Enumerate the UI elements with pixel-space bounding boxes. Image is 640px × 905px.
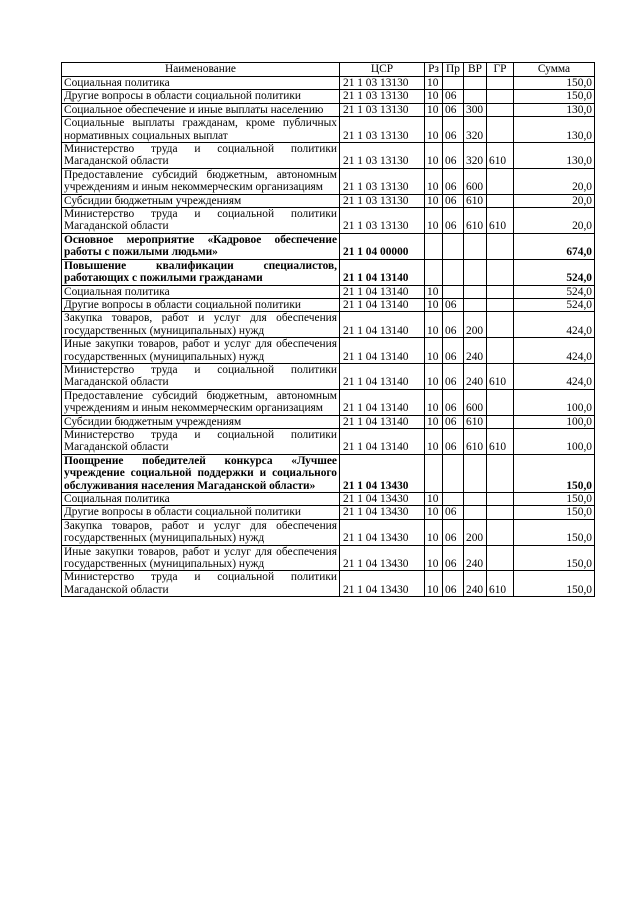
cell-sum: 524,0: [514, 298, 595, 311]
cell-pr: [443, 77, 464, 90]
cell-rz: [425, 233, 443, 259]
cell-rz: 10: [425, 143, 443, 169]
header-vr: ВР: [464, 63, 487, 77]
cell-pr: [443, 493, 464, 506]
cell-name: Социальная политика: [62, 285, 340, 298]
cell-rz: 10: [425, 90, 443, 103]
cell-name: Министерство труда и социальной политики Магаданской области: [62, 363, 340, 389]
table-row: [62, 506, 595, 519]
table-row: [62, 519, 595, 545]
cell-rz: 10: [425, 415, 443, 428]
cell-name: Другие вопросы в области социальной политики: [62, 90, 340, 103]
table-row: [62, 415, 595, 428]
cell-csr: 21 1 04 13140: [340, 312, 425, 338]
cell-rz: 10: [425, 77, 443, 90]
header-gr: ГР: [487, 63, 514, 77]
cell-sum: 150,0: [514, 571, 595, 597]
header-csr: ЦСР: [340, 63, 425, 77]
cell-name: Социальная политика: [62, 493, 340, 506]
cell-csr: 21 1 04 13140: [340, 428, 425, 454]
cell-name: Другие вопросы в области социальной политики: [62, 298, 340, 311]
cell-vr: [464, 454, 487, 492]
cell-sum: 150,0: [514, 545, 595, 571]
cell-csr: 21 1 04 13140: [340, 415, 425, 428]
cell-gr: [487, 90, 514, 103]
cell-rz: 10: [425, 117, 443, 143]
cell-gr: 610: [487, 571, 514, 597]
cell-gr: [487, 77, 514, 90]
table-row: [62, 493, 595, 506]
header-sum: Сумма: [514, 63, 595, 77]
cell-sum: 20,0: [514, 208, 595, 234]
table-row: [62, 117, 595, 143]
cell-csr: 21 1 04 13140: [340, 298, 425, 311]
cell-gr: [487, 415, 514, 428]
cell-pr: 06: [443, 389, 464, 415]
table-row: [62, 454, 595, 492]
table-row: [62, 208, 595, 234]
cell-rz: [425, 259, 443, 285]
cell-rz: 10: [425, 545, 443, 571]
cell-csr: 21 1 03 13130: [340, 117, 425, 143]
cell-pr: [443, 259, 464, 285]
cell-name: Министерство труда и социальной политики Магаданской области: [62, 428, 340, 454]
cell-pr: 06: [443, 208, 464, 234]
cell-csr: 21 1 03 13130: [340, 194, 425, 207]
cell-pr: 06: [443, 363, 464, 389]
cell-name: Закупка товаров, работ и услуг для обеспечения государственных (муниципальных) нужд: [62, 519, 340, 545]
cell-csr: 21 1 04 13140: [340, 285, 425, 298]
cell-rz: 10: [425, 571, 443, 597]
table-row: [62, 338, 595, 364]
cell-pr: 06: [443, 506, 464, 519]
cell-rz: 10: [425, 493, 443, 506]
cell-rz: 10: [425, 194, 443, 207]
cell-name: Субсидии бюджетным учреждениям: [62, 194, 340, 207]
cell-sum: 524,0: [514, 259, 595, 285]
cell-pr: 06: [443, 312, 464, 338]
cell-gr: [487, 519, 514, 545]
cell-vr: 610: [464, 208, 487, 234]
cell-rz: 10: [425, 363, 443, 389]
cell-gr: [487, 545, 514, 571]
cell-vr: 320: [464, 117, 487, 143]
cell-pr: 06: [443, 103, 464, 116]
cell-name: Субсидии бюджетным учреждениям: [62, 415, 340, 428]
cell-name: Предоставление субсидий бюджетным, автономным учреждениям и иным некоммерческим организациям: [62, 168, 340, 194]
cell-gr: [487, 233, 514, 259]
cell-rz: 10: [425, 389, 443, 415]
cell-sum: 424,0: [514, 312, 595, 338]
cell-sum: 20,0: [514, 168, 595, 194]
table-row: [62, 545, 595, 571]
cell-vr: [464, 298, 487, 311]
cell-sum: 674,0: [514, 233, 595, 259]
cell-csr: 21 1 03 13130: [340, 90, 425, 103]
cell-sum: 150,0: [514, 90, 595, 103]
table-row: [62, 285, 595, 298]
cell-csr: 21 1 04 13430: [340, 506, 425, 519]
table-row: [62, 90, 595, 103]
cell-vr: [464, 506, 487, 519]
cell-gr: [487, 338, 514, 364]
cell-gr: [487, 454, 514, 492]
cell-rz: 10: [425, 338, 443, 364]
cell-gr: 610: [487, 428, 514, 454]
cell-vr: 600: [464, 168, 487, 194]
cell-rz: 10: [425, 103, 443, 116]
cell-sum: 424,0: [514, 338, 595, 364]
cell-rz: 10: [425, 168, 443, 194]
cell-vr: 240: [464, 571, 487, 597]
cell-pr: [443, 233, 464, 259]
cell-pr: 06: [443, 90, 464, 103]
cell-sum: 20,0: [514, 194, 595, 207]
cell-gr: [487, 493, 514, 506]
cell-csr: 21 1 03 13130: [340, 208, 425, 234]
cell-rz: 10: [425, 312, 443, 338]
table-row: [62, 143, 595, 169]
document-page: [61, 62, 594, 597]
header-name: Наименование: [62, 63, 340, 77]
cell-gr: [487, 103, 514, 116]
cell-name: Министерство труда и социальной политики Магаданской области: [62, 143, 340, 169]
cell-pr: 06: [443, 117, 464, 143]
cell-sum: 150,0: [514, 77, 595, 90]
cell-pr: 06: [443, 338, 464, 364]
cell-gr: [487, 389, 514, 415]
cell-vr: [464, 90, 487, 103]
cell-rz: 10: [425, 519, 443, 545]
cell-csr: 21 1 03 13130: [340, 168, 425, 194]
table-row: [62, 194, 595, 207]
cell-csr: 21 1 04 13430: [340, 454, 425, 492]
cell-name: Закупка товаров, работ и услуг для обеспечения государственных (муниципальных) нужд: [62, 312, 340, 338]
cell-name: Предоставление субсидий бюджетным, автономным учреждениям и иным некоммерческим организациям: [62, 389, 340, 415]
table-row: [62, 233, 595, 259]
table-row: [62, 103, 595, 116]
cell-csr: 21 1 04 13140: [340, 259, 425, 285]
cell-vr: [464, 285, 487, 298]
cell-name: Другие вопросы в области социальной политики: [62, 506, 340, 519]
cell-csr: 21 1 04 13430: [340, 493, 425, 506]
table-header-row: [62, 63, 595, 77]
cell-vr: 610: [464, 194, 487, 207]
cell-csr: 21 1 03 13130: [340, 77, 425, 90]
cell-csr: 21 1 04 13430: [340, 571, 425, 597]
cell-sum: 424,0: [514, 363, 595, 389]
cell-gr: 610: [487, 208, 514, 234]
cell-gr: [487, 312, 514, 338]
cell-csr: 21 1 03 13130: [340, 143, 425, 169]
cell-sum: 524,0: [514, 285, 595, 298]
table-row: [62, 298, 595, 311]
cell-rz: 10: [425, 428, 443, 454]
cell-csr: 21 1 04 00000: [340, 233, 425, 259]
cell-pr: 06: [443, 519, 464, 545]
cell-rz: 10: [425, 506, 443, 519]
cell-sum: 150,0: [514, 519, 595, 545]
cell-vr: 300: [464, 103, 487, 116]
cell-gr: [487, 298, 514, 311]
table-row: [62, 259, 595, 285]
cell-name: Социальные выплаты гражданам, кроме публичных нормативных социальных выплат: [62, 117, 340, 143]
cell-vr: [464, 493, 487, 506]
cell-vr: 600: [464, 389, 487, 415]
cell-rz: 10: [425, 298, 443, 311]
cell-sum: 130,0: [514, 143, 595, 169]
budget-table: [61, 62, 595, 597]
cell-pr: 06: [443, 143, 464, 169]
cell-sum: 130,0: [514, 117, 595, 143]
cell-csr: 21 1 04 13430: [340, 545, 425, 571]
cell-pr: 06: [443, 194, 464, 207]
cell-vr: [464, 233, 487, 259]
cell-pr: 06: [443, 571, 464, 597]
cell-gr: [487, 194, 514, 207]
cell-rz: [425, 454, 443, 492]
cell-vr: 200: [464, 312, 487, 338]
cell-name: Иные закупки товаров, работ и услуг для обеспечения государственных (муниципальных) нужд: [62, 545, 340, 571]
cell-rz: 10: [425, 208, 443, 234]
table-row: [62, 428, 595, 454]
cell-vr: 610: [464, 428, 487, 454]
cell-name: Министерство труда и социальной политики Магаданской области: [62, 571, 340, 597]
cell-pr: [443, 285, 464, 298]
table-row: [62, 168, 595, 194]
cell-sum: 130,0: [514, 103, 595, 116]
cell-vr: [464, 259, 487, 285]
cell-vr: 240: [464, 545, 487, 571]
table-row: [62, 389, 595, 415]
cell-sum: 100,0: [514, 389, 595, 415]
cell-pr: 06: [443, 298, 464, 311]
cell-gr: 610: [487, 363, 514, 389]
cell-name: Поощрение победителей конкурса «Лучшее учреждение социальной поддержки и социального обслуживания населения Магаданской области»: [62, 454, 340, 492]
table-row: [62, 77, 595, 90]
cell-sum: 150,0: [514, 493, 595, 506]
cell-pr: 06: [443, 415, 464, 428]
header-rz: Рз: [425, 63, 443, 77]
cell-sum: 150,0: [514, 454, 595, 492]
cell-sum: 100,0: [514, 428, 595, 454]
cell-vr: 240: [464, 338, 487, 364]
cell-vr: 320: [464, 143, 487, 169]
cell-name: Повышение квалификации специалистов, работающих с пожилыми гражданами: [62, 259, 340, 285]
cell-name: Социальное обеспечение и иные выплаты населению: [62, 103, 340, 116]
cell-pr: 06: [443, 545, 464, 571]
table-row: [62, 363, 595, 389]
cell-rz: 10: [425, 285, 443, 298]
cell-gr: [487, 285, 514, 298]
table-body: [62, 77, 595, 597]
cell-sum: 100,0: [514, 415, 595, 428]
cell-csr: 21 1 04 13140: [340, 363, 425, 389]
cell-gr: [487, 117, 514, 143]
cell-csr: 21 1 04 13140: [340, 389, 425, 415]
cell-vr: [464, 77, 487, 90]
cell-csr: 21 1 04 13140: [340, 338, 425, 364]
cell-name: Основное мероприятие «Кадровое обеспечение работы с пожилыми людьми»: [62, 233, 340, 259]
header-pr: Пр: [443, 63, 464, 77]
cell-gr: [487, 506, 514, 519]
cell-pr: [443, 454, 464, 492]
table-row: [62, 312, 595, 338]
cell-gr: 610: [487, 143, 514, 169]
cell-csr: 21 1 04 13430: [340, 519, 425, 545]
cell-pr: 06: [443, 428, 464, 454]
cell-vr: 200: [464, 519, 487, 545]
cell-name: Министерство труда и социальной политики Магаданской области: [62, 208, 340, 234]
table-row: [62, 571, 595, 597]
cell-name: Социальная политика: [62, 77, 340, 90]
cell-vr: 240: [464, 363, 487, 389]
cell-sum: 150,0: [514, 506, 595, 519]
cell-name: Иные закупки товаров, работ и услуг для обеспечения государственных (муниципальных) нужд: [62, 338, 340, 364]
cell-gr: [487, 259, 514, 285]
cell-vr: 610: [464, 415, 487, 428]
cell-pr: 06: [443, 168, 464, 194]
cell-csr: 21 1 03 13130: [340, 103, 425, 116]
cell-gr: [487, 168, 514, 194]
